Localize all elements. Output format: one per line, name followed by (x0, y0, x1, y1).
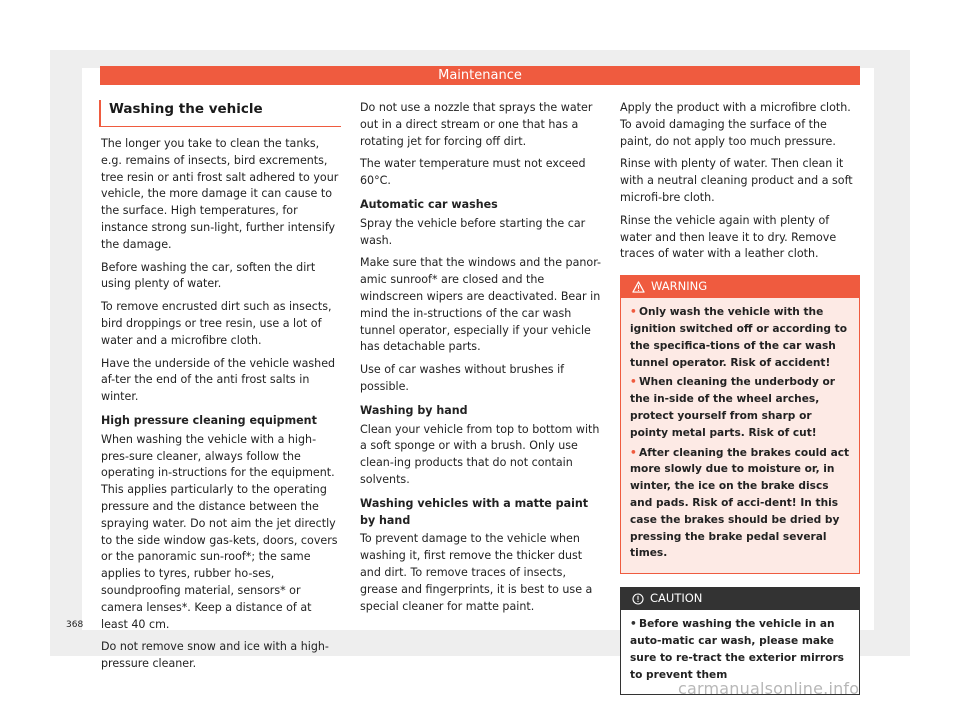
page-number: 368 (66, 620, 84, 630)
subheading-high-pressure: High pressure cleaning equipment (101, 413, 317, 427)
watermark: carmanualsonline.info (678, 679, 860, 698)
paragraph: Do not remove snow and ice with a high-pressure cleaner. (101, 640, 329, 671)
bullet-icon: • (630, 446, 637, 459)
column-1 (101, 100, 341, 679)
paragraph: Rinse with plenty of water. Then clean it with a neutral cleaning product and a soft microfi-bre cloth. (620, 157, 853, 204)
paragraph: Apply the product with a microfibre cloth. To avoid damaging the surface of the paint, do not apply too much pressure. (620, 101, 851, 148)
paragraph: To prevent damage to the vehicle when washing it, first remove the thicker dust and dirt. To remove traces of insects, grease and fingerprints, it is best to use a special cleaner for matte paint. (360, 532, 593, 613)
warning-header (620, 275, 860, 298)
paragraph: Use of car washes without brushes if possible. (360, 363, 565, 393)
paragraph: Clean your vehicle from top to bottom with a soft sponge or with a brush. Only use clean-ing products that do not contain solvents. (360, 422, 600, 486)
caution-header (620, 587, 860, 610)
warning-box (620, 275, 860, 574)
bullet-icon: • (630, 306, 637, 319)
warning-triangle-icon (632, 281, 645, 293)
caution-circle-icon (632, 593, 644, 605)
paragraph: The longer you take to clean the tanks, e.g. remains of insects, bird excrements, tree resin or anti frost salt adhered to your vehicle, the more damage it can cause to the surface. High temperatures, for instance strong sun-light, further intensify the damage. (101, 137, 339, 251)
bullet-icon: • (630, 618, 637, 631)
caution-label: CAUTION (650, 591, 703, 606)
paragraph: Spray the vehicle before starting the car wash. (360, 216, 586, 247)
header-bar: Maintenance (100, 66, 860, 85)
subheading-by-hand: Washing by hand (360, 403, 468, 417)
warning-item: • Only wash the vehicle with the ignition switched off or according to the specifica-tions of the car wash tunnel operator. Risk of accident! (630, 306, 847, 369)
subheading-automatic: Automatic car washes (360, 197, 498, 211)
paragraph: Do not use a nozzle that sprays the water out in a direct stream or one that has a rotating jet for forcing off dirt. (360, 101, 593, 148)
caution-item: • Before washing the vehicle in an auto-matic car wash, please make sure to re-tract the exterior mirrors to prevent them (630, 618, 844, 681)
bullet-icon: • (630, 376, 637, 389)
paragraph: Make sure that the windows and the panor-amic sunroof* are closed and the windscreen wipers are deactivated. Bear in mind the in-structions of the car wash tunnel operator, especially if your vehicle has detachable parts. (360, 256, 602, 354)
paragraph: Before washing the car, soften the dirt using plenty of water. (101, 260, 316, 291)
subheading-matte: Washing vehicles with a matte paint by hand (360, 496, 589, 527)
paragraph: The water temperature must not exceed 60°C. (360, 157, 586, 188)
column-2 (360, 100, 602, 621)
warning-label: WARNING (651, 279, 708, 294)
paragraph: Have the underside of the vehicle washed af-ter the end of the anti frost salts in winter. (101, 356, 336, 404)
paragraph: When washing the vehicle with a high-pres-sure cleaner, always follow the operating in-structions for the equipment. This applies particularly to the operating pressure and the distance between the spraying water. Do not aim the jet directly to the side window gas-kets, doors, covers or the panoramic sun-roof*; the same applies to tyres, rubber ho-ses, soundproofing material, sensors* or camera lenses*. Keep a distance of at least 40 cm. (101, 432, 338, 631)
paragraph: Rinse the vehicle again with plenty of water and then leave it to dry. Remove traces of water with a leather cloth. (620, 213, 837, 261)
warning-body (620, 298, 860, 574)
column-3 (620, 100, 860, 695)
warning-item: • When cleaning the underbody or the in-side of the wheel arches, protect yourself from sharp or pointy metal parts. Risk of cut! (630, 376, 835, 439)
warning-item: • After cleaning the brakes could act more slowly due to moisture or, in winter, the ice on the brake discs and pads. Risk of acci-dent! In this case the brakes should be dried by pressing the brake pedal several times. (630, 446, 850, 560)
paragraph: To remove encrusted dirt such as insects, bird droppings or tree resin, use a lot of water and a microfibre cloth. (101, 300, 332, 347)
section-title: Washing the vehicle (99, 100, 341, 127)
